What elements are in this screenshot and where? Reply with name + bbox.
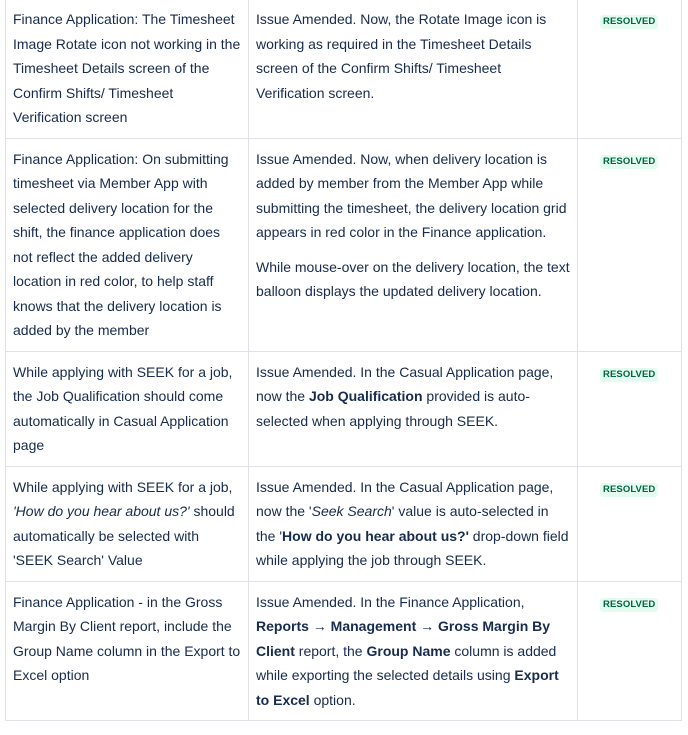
italic-text: Seek Search: [311, 503, 392, 519]
text-run: provided is auto-selected when applying through SEEK.: [256, 388, 530, 429]
status-badge: RESOLVED: [600, 483, 658, 497]
bold-text: How do you hear about us?': [282, 527, 469, 544]
status-cell: [578, 0, 682, 138]
issue-cell: [6, 466, 249, 581]
issue-cell: [6, 581, 249, 721]
italic-text: 'How do you hear about us?': [13, 503, 190, 519]
issue-cell: [6, 0, 249, 138]
table-row: [6, 581, 682, 721]
issue-text: Finance Application: The Timesheet Image Rotate icon not working in the Timesheet Details screen of the Confirm Shifts/ Timesheet Verification screen: [13, 11, 241, 125]
bold-text: Reports → Management → Gross Margin By Client: [256, 618, 551, 659]
text-run: While applying with SEEK for a job,: [13, 478, 233, 495]
resolution-cell: [249, 0, 578, 138]
text-run: ' value is auto-selected in the ': [256, 503, 549, 544]
resolution-paragraph: [256, 360, 570, 434]
resolution-paragraph: [256, 7, 570, 105]
table-row: [6, 466, 682, 581]
issue-text: [13, 479, 235, 569]
bold-text: Group Name: [366, 642, 451, 659]
resolution-cell: [249, 466, 578, 581]
text-run: column is added while exporting the selected details using: [256, 642, 557, 683]
text-run: Issue Amended. Now, when delivery location is added by member from the Member App while submitting the timesheet, the delivery location grid appears in red color in the Finance application.: [256, 150, 567, 240]
text-run: Issue Amended. Now, the Rotate Image icon is working as required in the Timesheet Details screen of the Confirm Shifts/ Timesheet Verification screen.: [256, 11, 547, 101]
resolution-paragraph: [256, 255, 570, 304]
bold-text: Job Qualification: [308, 388, 423, 404]
table-row: [6, 351, 682, 466]
release-notes-table: [5, 0, 682, 721]
status-badge: RESOLVED: [600, 15, 658, 29]
resolution-paragraph: [256, 147, 570, 245]
text-run: drop-down field while applying the job through SEEK.: [256, 527, 569, 568]
table-row: [6, 138, 682, 351]
status-cell: [578, 466, 682, 581]
status-badge: RESOLVED: [600, 155, 658, 169]
issue-text: While applying with SEEK for a job, the Job Qualification should come automatically in Casual Application page: [13, 363, 233, 453]
issue-cell: [6, 138, 249, 351]
bold-text: Export to Excel: [256, 667, 559, 708]
text-run: Issue Amended. In the Casual Application page, now the: [256, 363, 554, 404]
issue-text: Finance Application - in the Gross Margin By Client report, include the Group Name column in the Export to Excel option: [13, 593, 241, 683]
table-row: [6, 0, 682, 138]
status-cell: [578, 581, 682, 721]
resolution-cell: [249, 138, 578, 351]
status-cell: [578, 351, 682, 466]
status-cell: [578, 138, 682, 351]
status-badge: RESOLVED: [600, 598, 658, 612]
resolution-cell: [249, 581, 578, 721]
text-run: report, the: [294, 642, 367, 659]
text-run: Issue Amended. In the Finance Application,: [256, 593, 525, 610]
status-badge: RESOLVED: [600, 368, 658, 382]
issue-text: Finance Application: On submitting timesheet via Member App with selected delivery location for the shift, the finance application does not reflect the added delivery location in red color, to help staff knows that the delivery location is added by the member: [13, 150, 229, 338]
text-run: should automatically be selected with 'SEEK Search' Value: [13, 503, 235, 568]
text-run: option.: [309, 691, 356, 708]
issue-cell: [6, 351, 249, 466]
resolution-paragraph: [256, 590, 570, 713]
resolution-paragraph: [256, 475, 570, 573]
text-run: While mouse-over on the delivery location, the text balloon displays the updated delivery location.: [256, 258, 570, 299]
text-run: Issue Amended. In the Casual Application page, now the ': [256, 478, 554, 519]
resolution-cell: [249, 351, 578, 466]
table-body: [6, 0, 682, 721]
